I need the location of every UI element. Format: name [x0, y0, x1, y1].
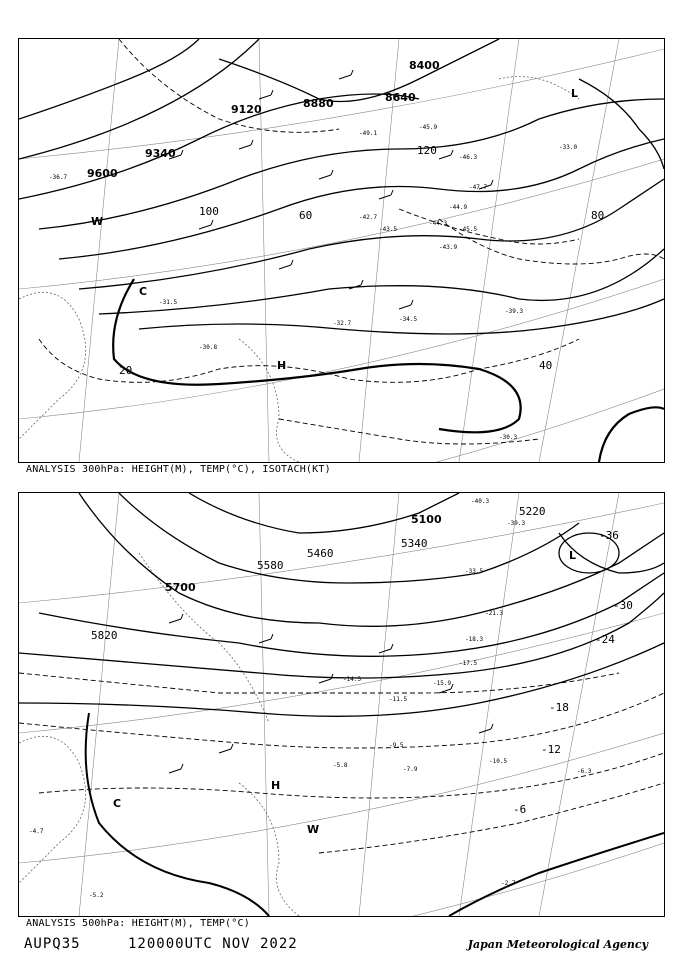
temp-obs: -40.3	[471, 498, 490, 505]
height-label-5340: 5340	[401, 537, 428, 550]
height-label-5220: 5220	[519, 505, 546, 518]
analysis-300hpa-chart	[18, 38, 665, 463]
agency-name: Japan Meteorological Agency	[467, 938, 648, 951]
low-center-500: L	[569, 549, 577, 562]
temp-obs: -49.1	[359, 130, 378, 137]
temp-obs: -4.7	[29, 828, 44, 835]
temp-obs: -14.5	[343, 676, 362, 683]
caption-300hpa: ANALYSIS 300hPa: HEIGHT(M), TEMP(°C), ISOTACH(KT)	[26, 464, 331, 475]
height-label-9340: 9340	[145, 147, 176, 160]
chart-300hpa-svg	[19, 39, 664, 462]
height-label-5820: 5820	[91, 629, 118, 642]
height-label-8400: 8400	[409, 59, 440, 72]
temp-obs: -9.5	[389, 742, 404, 749]
thick-contours-500	[86, 713, 664, 916]
isotherm-label-m30: -30	[613, 599, 633, 612]
warm-center-500: W	[307, 823, 320, 836]
height-label-9120: 9120	[231, 103, 262, 116]
temp-obs: -5.2	[89, 892, 104, 899]
temp-obs: -45.9	[419, 124, 438, 131]
wind-barbs-500	[169, 614, 493, 773]
isotach-label-40: 40	[539, 359, 553, 372]
height-label-5460: 5460	[307, 547, 334, 560]
temp-obs: -10.5	[489, 758, 508, 765]
temp-obs: -45.5	[459, 226, 478, 233]
height-contours-300	[19, 39, 664, 334]
isotach-label-60: 60	[299, 209, 313, 222]
temp-obs: -31.5	[159, 299, 178, 306]
jet-axis-300	[113, 279, 664, 462]
temp-obs: -30.3	[499, 434, 518, 441]
isotherm-label-m24: -24	[595, 633, 615, 646]
height-label-5100: 5100	[411, 513, 442, 526]
temp-obs: -6.3	[577, 768, 592, 775]
temp-obs: -17.5	[459, 660, 478, 667]
high-center-300: H	[277, 359, 287, 372]
temp-obs: -39.3	[505, 308, 524, 315]
isotherm-label-m12: -12	[541, 743, 561, 756]
isotach-label-80: 80	[591, 209, 605, 222]
temp-obs: -36.7	[49, 174, 68, 181]
isotherm-label-m36: -36	[599, 529, 619, 542]
cold-center-500: C	[113, 797, 122, 810]
caption-500hpa: ANALYSIS 500hPa: HEIGHT(M), TEMP(°C)	[26, 918, 250, 929]
temp-obs: -32.7	[333, 320, 352, 327]
height-label-9600: 9600	[87, 167, 118, 180]
height-label-8880: 8880	[303, 97, 334, 110]
isotherm-label-m6: -6	[513, 803, 527, 816]
temp-obs: -43.9	[439, 244, 458, 251]
chart-code: AUPQ35	[24, 936, 81, 952]
temp-obs-300	[49, 124, 577, 441]
temp-obs: -33.5	[465, 568, 484, 575]
temp-obs: -42.7	[359, 214, 378, 221]
height-label-5580: 5580	[257, 559, 284, 572]
temp-obs: -44.3	[429, 220, 448, 227]
isotach-label-100: 100	[199, 205, 219, 218]
analysis-500hpa-chart	[18, 492, 665, 917]
temp-obs: -44.9	[449, 204, 468, 211]
temp-obs: -33.0	[559, 144, 578, 151]
temp-obs: -34.5	[399, 316, 418, 323]
isotach-label-20: 20	[119, 364, 133, 377]
temp-obs: -21.3	[485, 610, 504, 617]
temp-obs: -15.9	[433, 680, 452, 687]
temp-obs: -2.7	[501, 880, 516, 887]
temp-obs: -30.8	[199, 344, 218, 351]
isotach-label-120: 120	[417, 144, 437, 157]
low-center-300: L	[571, 87, 579, 100]
temp-obs: -47.7	[469, 184, 488, 191]
temp-obs: -46.3	[459, 154, 478, 161]
high-center-500: H	[271, 779, 281, 792]
coastline-500	[19, 553, 299, 916]
temp-obs: -5.8	[333, 762, 348, 769]
coastline-300	[19, 77, 579, 463]
height-label-8640: 8640	[385, 91, 416, 104]
height-label-5700: 5700	[165, 581, 196, 594]
isotherm-label-m18: -18	[549, 701, 569, 714]
chart-500hpa-svg	[19, 493, 664, 916]
temp-obs: -11.5	[389, 696, 408, 703]
valid-time: 120000UTC NOV 2022	[128, 936, 298, 952]
temp-obs: -39.3	[507, 520, 526, 527]
warm-center-300: W	[91, 215, 104, 228]
temp-obs: -43.5	[379, 226, 398, 233]
graticule-300	[19, 39, 664, 462]
cold-center-300: C	[139, 285, 148, 298]
temp-obs: -18.3	[465, 636, 484, 643]
temp-obs: -7.9	[403, 766, 418, 773]
